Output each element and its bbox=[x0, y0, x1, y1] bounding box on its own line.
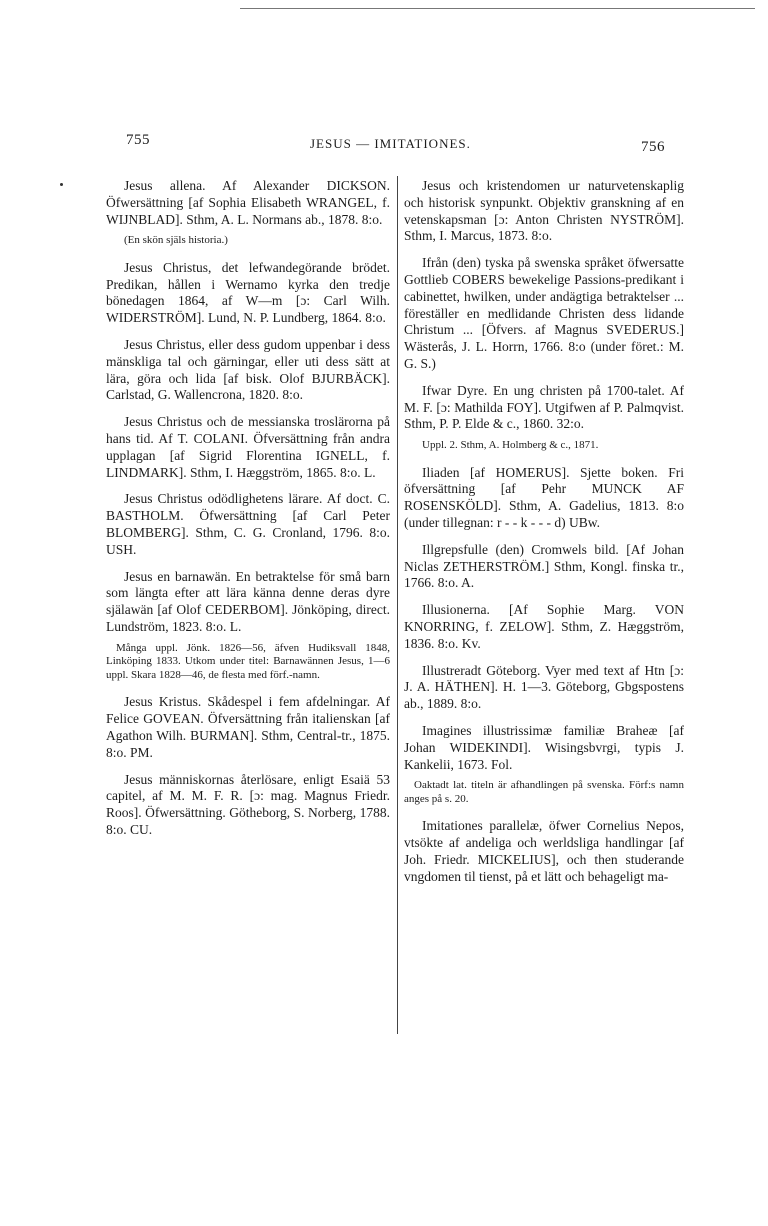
entry-note: Många uppl. Jönk. 1826—56, äfven Hudiksvall 1848, Linköping 1833. Utkom under titel: Barnawännen Jesus, 1—6 uppl. Skara 1828—46, de flesta med förf.-namn. bbox=[106, 641, 390, 681]
entry: Imitationes parallelæ, öfwer Cornelius Nepos, vtsökte af andeliga och werldsliga handlingar [af Joh. Friedr. MICKELIUS], och then studerande vngdomen til tienst, på et lätt och behageligt ma- bbox=[404, 818, 684, 884]
entry: Jesus människornas återlösare, enligt Esaiä 53 capitel, af M. M. F. R. [ɔ: mag. Magnus Friedr. Roos]. Öfwersättning. Götheborg, S. Norberg, 1788. 8:o. CU. bbox=[106, 771, 390, 837]
page-number-right: 756 bbox=[641, 139, 665, 155]
right-column bbox=[404, 178, 684, 896]
margin-mark bbox=[60, 183, 63, 186]
left-column bbox=[106, 178, 390, 849]
entry: Jesus Christus och de messianska troslärorna på hans tid. Af T. COLANI. Öfversättning från andra upplagan [af Sigrid Florentina IGNELL, f. LINDMARK]. Sthm, I. Hæggström, 1865. 8:o. L. bbox=[106, 414, 390, 480]
page-number-left: 755 bbox=[126, 132, 150, 148]
entry: Jesus och kristendomen ur naturvetenskaplig och historisk synpunkt. Objektiv granskning af en vetenskapsman [ɔ: Anton Christen NYSTRÖM]. Sthm, I. Marcus, 1873. 8:o. bbox=[404, 178, 684, 244]
entry: Iliaden [af HOMERUS]. Sjette boken. Fri öfversättning [af Pehr MUNCK AF ROSENSKÖLD]. Sthm, A. Gadelius, 1813. 8:o (under tillegnan: r - - k - - - d) UBw. bbox=[404, 464, 684, 531]
entry: Jesus Christus, det lefwandegörande brödet. Predikan, hållen i Wernamo kyrka den tredje bönedagen 1864, af W—m [ɔ: Carl Wilh. WIDERSTRÖM]. Lund, N. P. Lundberg, 1864. 8:o. bbox=[106, 259, 390, 326]
entry: Ifwar Dyre. En ung christen på 1700-talet. Af M. F. [ɔ: Mathilda FOY]. Utgifwen af P. Palmqvist. Sthm, P. P. Elde & c., 1860. 32:o. bbox=[404, 382, 684, 432]
entry: Illusionerna. [Af Sophie Marg. VON KNORRING, f. ZELOW]. Sthm, Z. Hæggström, 1836. 8:o. Kv. bbox=[404, 602, 684, 651]
entry: Jesus Kristus. Skådespel i fem afdelningar. Af Felice GOVEAN. Öfversättning från italienskan [af Agathon Wilh. BURMAN]. Sthm, Central-tr., 1875. 8:o. PM. bbox=[106, 694, 390, 760]
entry: Jesus Christus odödlighetens lärare. Af doct. C. BASTHOLM. Öfwersättning [af Carl Peter BLOMBERG]. Sthm, C. G. Cronland, 1796. 8:o. USH. bbox=[106, 491, 390, 557]
column-divider bbox=[397, 176, 398, 1034]
entry-note: Uppl. 2. Sthm, A. Holmberg & c., 1871. bbox=[422, 439, 599, 452]
entry-note: (En skön själs historia.) bbox=[124, 234, 228, 247]
top-rule bbox=[240, 8, 755, 9]
entry: Jesus en barnawän. En betraktelse för små barn som längta efter att lära känna denne deras dyre själawän [af Olof CEDERBOM]. Jönköping, direct. Lundström, 1823. 8:o. L. bbox=[106, 568, 390, 635]
entry: Jesus allena. Af Alexander DICKSON. Öfwersättning [af Sophia Elisabeth WRANGEL, f. WIJNBLAD]. Sthm, A. L. Normans ab., 1878. 8:o. bbox=[106, 178, 390, 227]
entry: Ifrån (den) tyska på swenska språket öfwersatte Gottlieb COBERS bewekelige Passions-predikant i cabinettet, hwilken, under andägtiga betraktelser ... föreställer en medlidande Christen dess lidande Christum ... [Öfvers. af Magnus SVEDERUS.] Wästerås, J. L. Horrn, 1766. 8:o (under föret.: M. G. S.) bbox=[404, 255, 684, 371]
entry: Illustreradt Göteborg. Vyer med text af Htn [ɔ: J. A. HÄTHEN]. H. 1—3. Göteborg, Gbgspostens ab., 1889. 8:o. bbox=[404, 662, 684, 712]
entry: Imagines illustrissimæ familiæ Braheæ [af Johan WIDEKINDI]. Wisingsbvrgi, typis J. Kankelii, 1673. Fol. bbox=[404, 723, 684, 772]
running-head: JESUS — IMITATIONES. bbox=[310, 136, 471, 151]
entry: Illgrepsfulle (den) Cromwels bild. [Af Johan Niclas ZETHERSTRÖM.] Sthm, Kongl. finska tr., 1766. 8:o. A. bbox=[404, 541, 684, 591]
entry: Jesus Christus, eller dess gudom uppenbar i dess mänskliga tal och gärningar, eller uti dess sätt at lära, göra och lida [af bisk. Olof BJURBÄCK]. Carlstad, G. Wallencrona, 1820. 8:o. bbox=[106, 337, 390, 403]
entry-note: Oaktadt lat. titeln är afhandlingen på svenska. Förf:s namn anges på s. 20. bbox=[404, 779, 684, 805]
